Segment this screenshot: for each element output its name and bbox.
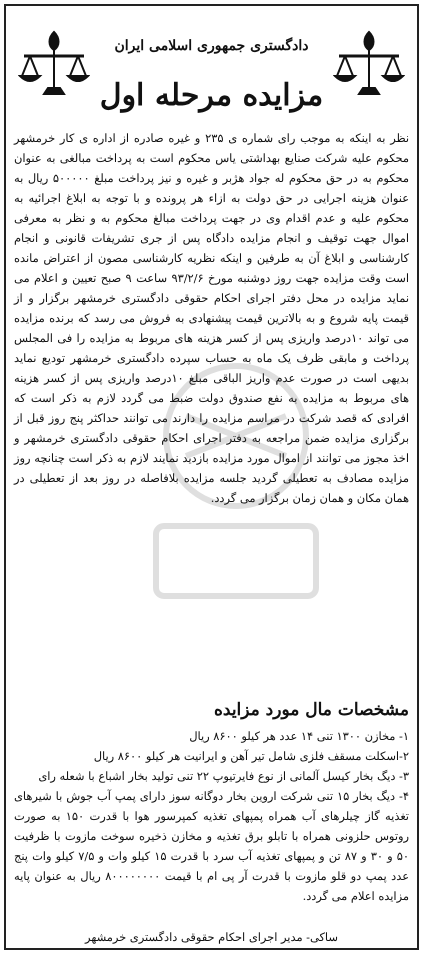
list-item: ۲-اسکلت مسقف فلزی شامل تیر آهن و ایرانیت هر کیلو ۸۶۰۰ ریال bbox=[93, 749, 409, 763]
notice-title: مزایده مرحله اول bbox=[99, 78, 324, 113]
section-title: مشخصات مال مورد مزایده bbox=[213, 700, 409, 720]
list-item: ۴- دیگ بخار ۱۵ تنی شرکت اروین بخار دوگانه سوز دارای پمپ آب جوش با شیرهای تغذیه گاز چیلرهای آب همراه پمپهای تغذیه کمپرسور هوا با قدرت ۱۵۰ به صورت روتوس حلزونی همراه با تابلو برق تغذیه و مخازن ذخیره سوخت مازوت با ظرفیت ۵۰ و ۳۰ و ۸۷ تن و پمپهای تغذیه آب سرد با قدرت ۱۵ کیلو وات و ۷/۵ کیلو وات پنج عدد پمپ دو قلو مازوت با قدرت آر پی ام با قیمت ۸۰۰۰۰۰۰۰۰ ریال به عنوان پایه مزایده اعلام می گردد. bbox=[14, 789, 409, 903]
scales-of-justice-icon bbox=[18, 24, 90, 104]
list-item: ۱- مخازن ۱۳۰۰ تنی ۱۴ عدد هر کیلو ۸۶۰۰ ریال bbox=[189, 729, 409, 743]
list-item: ۳- دیگ بخار کیسل آلمانی از نوع فایرتیوپ ۲۲ تنی تولید بخار اشباع با شعله رای bbox=[38, 769, 409, 783]
notice-frame bbox=[4, 4, 419, 950]
notice-body: نظر به اینکه به موجب رای شماره ی ۲۳۵ و غیره صادره از اداره ی کار خرمشهر محکوم علیه شرکت صنایع بهداشتی یاس محکوم است به پرداخت مبالغی به عنوان محکوم به در حق محکوم له جواد هژبر و غیره و نیز پرداخت مبلغ ۵۰۰۰۰۰ ریال به عنوان هزینه اجرایی در حق دولت به ازاء هر پرونده و با توجه به ابلاغ اجرائیه به محکوم علیه و عدم اقدام وی در جهت پرداخت مبالغ محکوم به و نظر به معرفی اموال جهت توقیف و انجام مزایده دادگاه پس از جری تشریفات قانونی و انجام کارشناسی و ابلاغ آن به طرفین و اینکه نظریه کارشناسی مصون از اعتراض مانده است وقت مزایده جهت روز دوشنبه مورخ ۹۳/۲/۶ ساعت ۹ صبح تعیین و اعلام می نماید مزایده در محل دفتر اجرای احکام حقوقی دادگستری خرمشهر برگزار و از قیمت پایه شروع و به بالاترین قیمت پیشنهادی به فروش می رسد که برنده مزایده می تواند ۱۰درصد واریزی پس از کسر هزینه های مربوط به مزایده را فی المجلس پرداخت و مابقی ظرف یک ماه به حساب سپرده دادگستری خرمشهر تودیع نماید بدیهی است در صورت عدم واریز الباقی مبلغ ۱۰درصد واریزی پس از کسر هزینه های مربوط به مزایده به نفع صندوق دولت ضبط می گردد لازم به ذکر است که افرادی که قصد شرکت در مراسم مزایده را دارند می توانند حداکثر پنج روز قبل از برگزاری مزایده ضمن مراجعه به دفتر اجرای احکام حقوقی دادگستری خرمشهر و اخذ مجوز می توانند از اموال مورد مزایده بازدید نمایند لازم به ذکر است چنانچه روز مزایده مصادف به تعطیلی گردید جلسه مزایده بلافاصله در روز بعد از تعطیلی در همان مکان و همان زمان برگزار می گردد. bbox=[14, 131, 410, 505]
item-list bbox=[14, 726, 409, 906]
signature-line: ساکی- مدیر اجرای احکام حقوقی دادگستری خرمشهر bbox=[85, 930, 338, 944]
scales-of-justice-icon bbox=[333, 24, 405, 104]
issuer-heading: دادگستری جمهوری اسلامی ایران bbox=[114, 38, 309, 54]
